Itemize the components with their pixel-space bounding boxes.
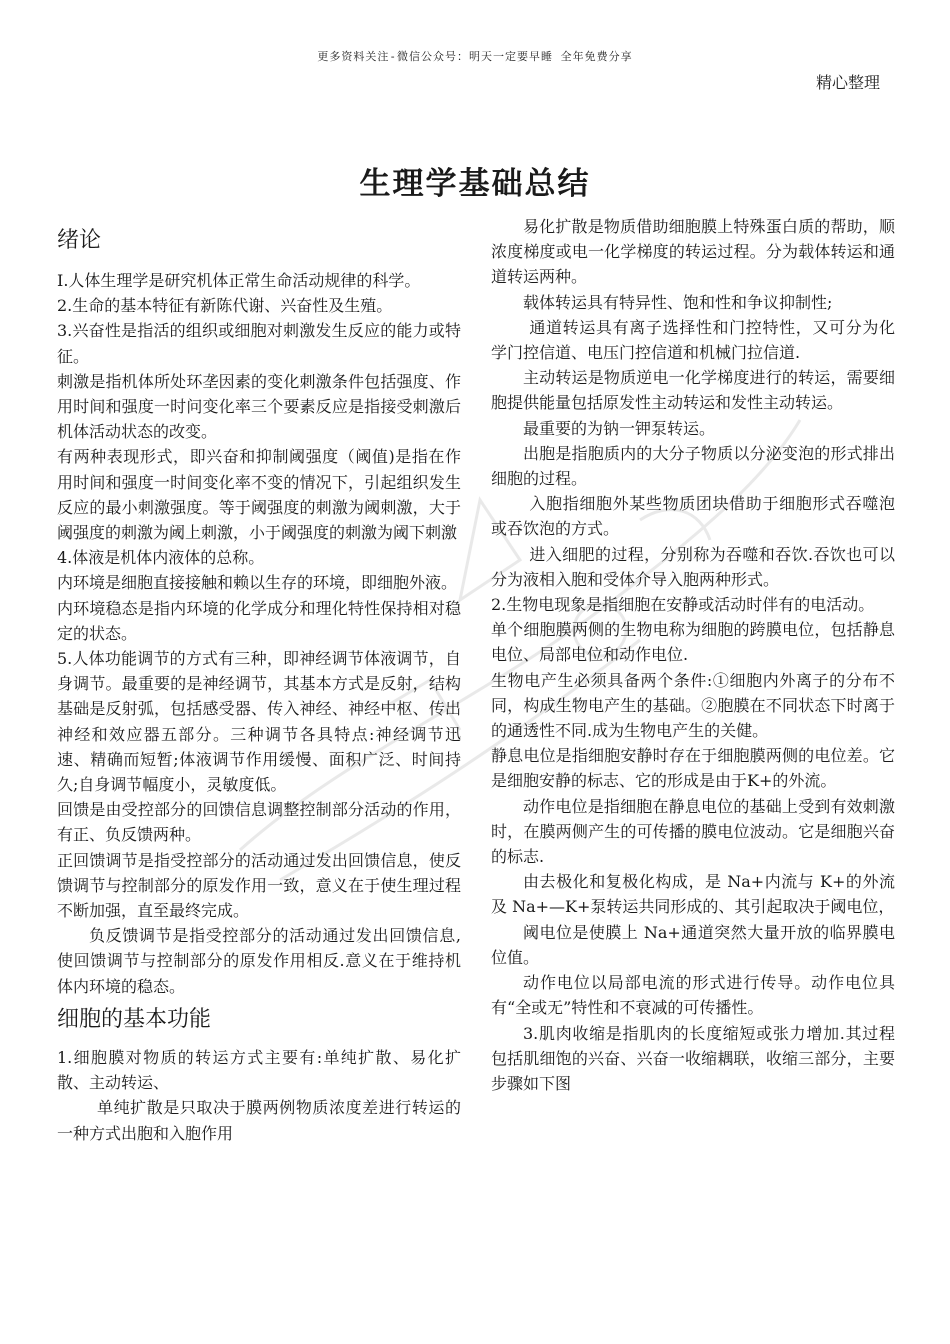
paragraph: 入胞指细胞外某些物质团块借助于细胞形式吞噬泡或吞饮泡的方式。: [491, 494, 895, 539]
right-column: [491, 214, 895, 1096]
paragraph: 内环境稳态是指内环境的化学成分和理化特性保持相对稳定的状态。: [57, 598, 461, 643]
paragraph: 内环境是细胞直接接触和赖以生存的环境，即细胞外液。: [57, 573, 458, 593]
corner-note: 精心整理: [815, 73, 880, 92]
paragraph: 由去极化和复极化构成，是 Na+内流与 K+的外流及 Na+—K+泵转运共同形成的、其引起取决于阈电位，: [491, 872, 895, 917]
left-column: [57, 222, 461, 1146]
paragraph: I.人体生理学是研究机体正常生命活动规律的科学。: [57, 271, 421, 290]
paragraph: 2.生物电现象是指细胞在安静或活动时伴有的电活动。: [491, 595, 875, 615]
paragraph: 动作电位以局部电流的形式进行传导。动作电位具有“全或无”特性和不衰减的可传播性。: [491, 973, 895, 1018]
paragraph: 有两种表现形式，即兴奋和抑制阈强度（阈值)是指在作用时间和强度一时间变化率不变的情况下，引起组织发生反应的最小刺激强度。等于阈强度的刺激为阈刺激，大于阈强度的刺激为阈上刺激，小于阈强度的刺激为阈下刺激: [57, 447, 461, 543]
paragraph: 通道转运具有离子选择性和门控特性，又可分为化学门控信道、电压门控信道和机械门拉信道.: [491, 317, 895, 363]
paragraph: 阈电位是使膜上 Na+通道突然大量开放的临界膜电位值。: [491, 922, 895, 967]
paragraph: 3.肌肉收缩是指肌肉的长度缩短或张力增加.其过程包括肌细饱的兴奋、兴奋一收缩耦联，收缩三部分，主要步骤如下图: [491, 1023, 895, 1093]
section-heading-introduction: 绪论: [57, 228, 102, 253]
paragraph: 单纯扩散是只取决于膜两例物质浓度差进行转运的一种方式出胞和入胞作用: [57, 1098, 461, 1143]
paragraph: 回馈是由受控部分的回馈信息调整控制部分活动的作用，有正、负反馈两种。: [57, 800, 461, 845]
paragraph: 负反馈调节是指受控部分的活动通过发出回馈信息,使回馈调节与控制部分的原发作用相反.意义在于维持机体内环境的稳态。: [57, 926, 461, 996]
header-banner: 更多资料关注-微信公众号：明天一定要早睡 全年免费分享: [317, 50, 633, 63]
paragraph: 4.体液是机体内液体的总称。: [57, 548, 265, 568]
paragraph: 最重要的为钠一钾泵转运。: [523, 418, 716, 438]
section-heading-cell-function: 细胞的基本功能: [57, 1006, 212, 1032]
paragraph: 2.生命的基本特征有新陈代谢、兴奋性及生殖。: [57, 296, 393, 316]
paragraph: 主动转运是物质逆电一化学梯度进行的转运，需要细胞提供能量包括原发性主动转运和发性主动转运。: [491, 368, 895, 413]
paragraph: 3.兴奋性是指活的组织或细胞对刺激发生反应的能力或特征。: [57, 321, 461, 366]
paragraph: 出胞是指胞质内的大分子物质以分泌变泡的形式排出细胞的过程。: [491, 443, 895, 489]
paragraph: 静息电位是指细胞安静时存在于细胞膜两侧的电位差。它是细胞安静的标志、它的形成是由于K+的外流。: [491, 746, 895, 791]
paragraph: 1.细胞膜对物质的转运方式主要有:单纯扩散、易化扩散、主动转运、: [57, 1047, 461, 1093]
paragraph: 正回馈调节是指受控部分的活动通过发出回馈信息，使反馈调节与控制部分的原发作用一致，意义在于使生理过程不断加强，直至最终完成。: [57, 850, 461, 921]
paragraph: 动作电位是指细胞在静息电位的基础上受到有效刺激时，在膜两侧产生的可传播的膜电位波动。它是细胞兴奋的标志.: [491, 796, 895, 867]
paragraph: 载体转运具有特异性、饱和性和争议抑制性;: [523, 292, 833, 312]
paragraph: 刺激是指机体所处环垄因素的变化刺激条件包括强度、作用时间和强度一时问变化率三个要素反应是指接受刺激后机体活动状态的改变。: [57, 371, 461, 442]
paragraph: 进入细肥的过程，分别称为吞噬和吞饮.吞饮也可以分为液相入胞和受体介导入胞两种形式。: [491, 544, 895, 589]
paragraph: 易化扩散是物质借助细胞膜上特殊蛋白质的帮助，顺浓度梯度或电一化学梯度的转运过程。分为载体转运和通道转运两种。: [491, 217, 895, 287]
paragraph: 生物电产生必须具备两个条件:①细胞内外离子的分布不同，构成生物电产生的基础。②胞膜在不同状态下时离于的通透性不同.成为生物电产生的关健。: [491, 670, 895, 741]
paragraph: 单个细胞膜两侧的生物电称为细胞的跨膜电位，包括静息电位、局部电位和动作电位.: [491, 620, 895, 665]
paragraph: 5.人体功能调节的方式有三种，即神经调节体液调节，自身调节。最重要的是神经调节，其基本方式是反射，结构基础是反射弧，包括感受器、传入神经、神经中枢、传出神经和效应器五部分。三种调节各具特点:神经调节迅速、精确而短暂;体液调节作用缓慢、面积广泛、时间持久;自身调节幅度小，灵敏度低。: [57, 649, 461, 795]
page-title: 生理学基础总结: [359, 166, 591, 202]
